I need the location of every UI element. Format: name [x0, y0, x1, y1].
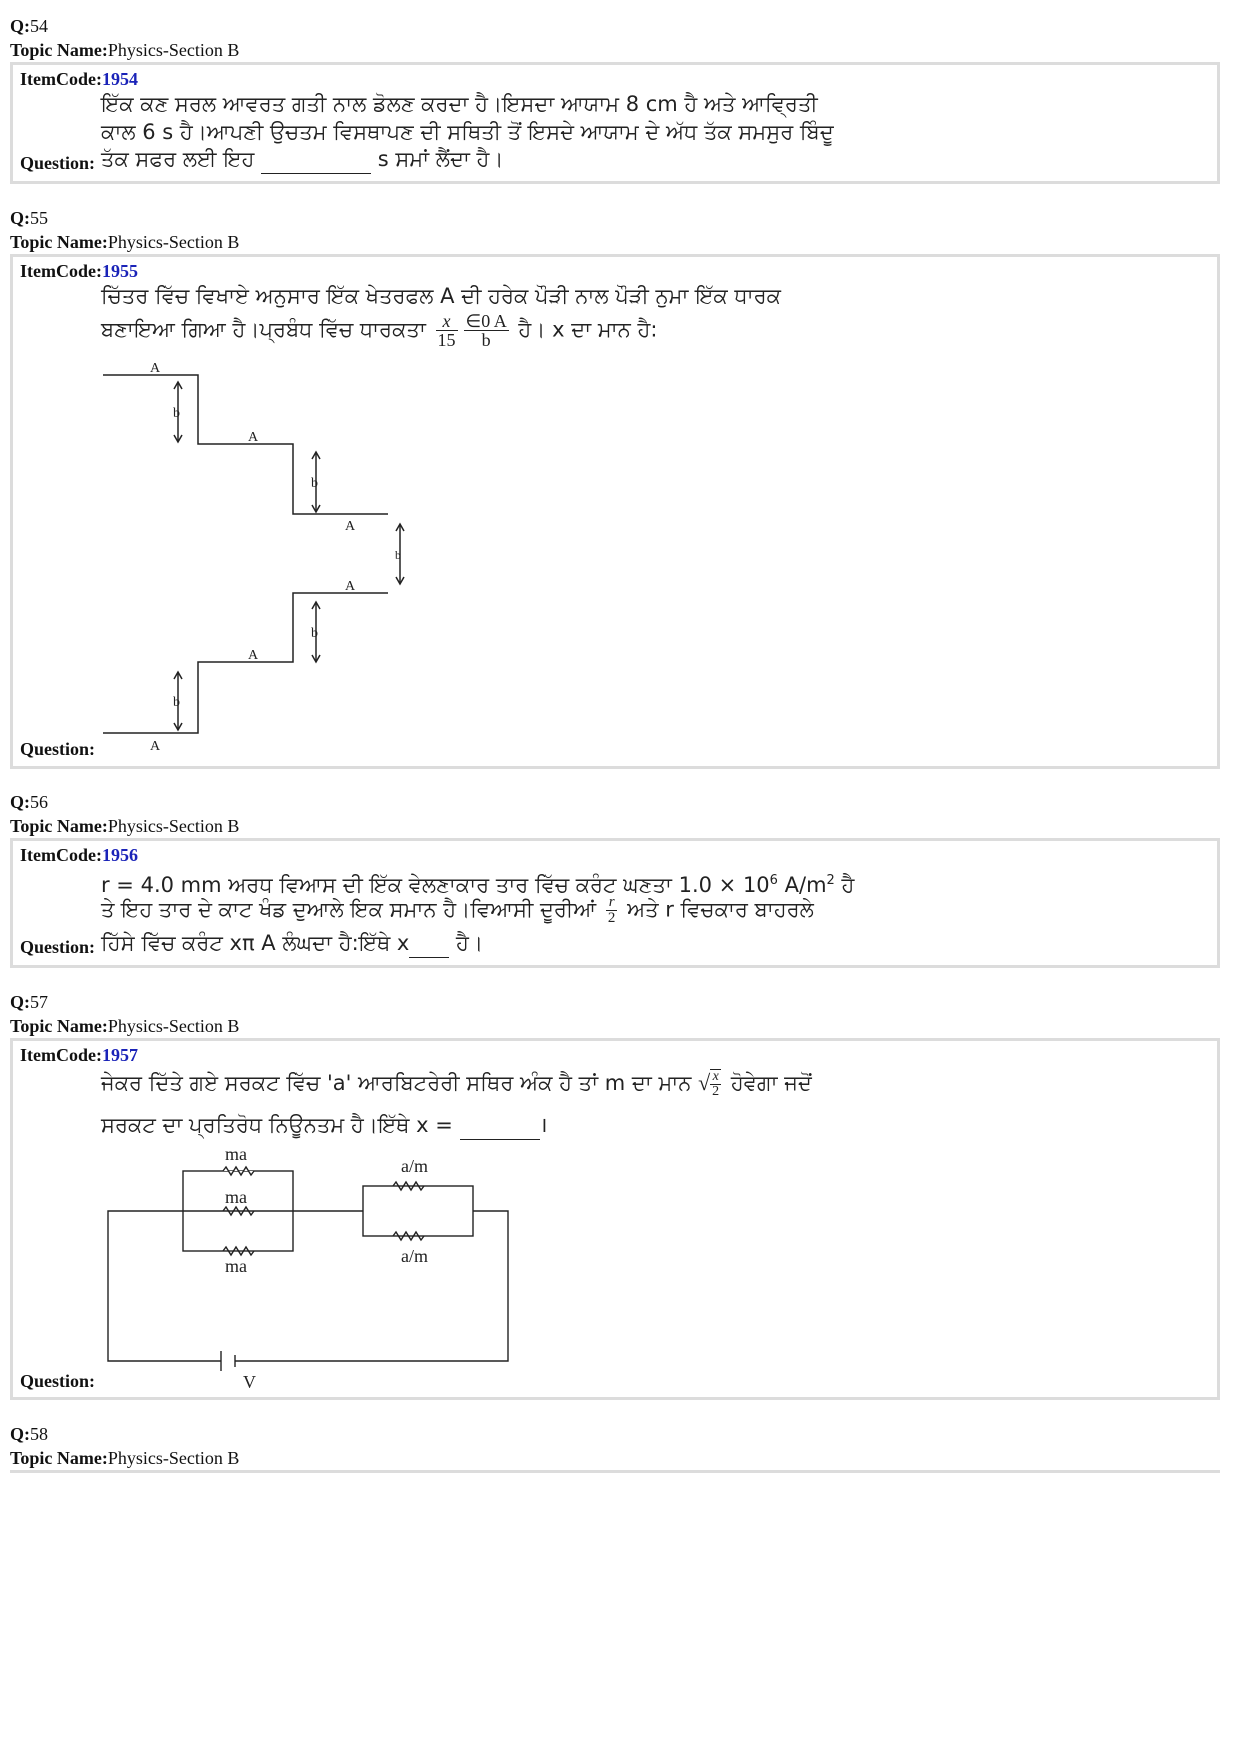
plate-label: A: [345, 519, 356, 534]
gap-label: b: [311, 626, 318, 641]
resistor-label: ma: [225, 1187, 247, 1207]
item-code: ItemCode:1955: [20, 261, 138, 281]
topic-58: Topic Name:Physics-Section B: [10, 1448, 240, 1468]
resistor-label: a/m: [401, 1156, 428, 1176]
question-card-56: [10, 838, 1220, 968]
fraction: $\frac{x}{2}$: [712, 1069, 720, 1099]
question-label: Question:: [20, 937, 96, 957]
question-text-line: ਬਣਾਇਆ ਗਿਆ ਹੈ।ਪ੍ਰਬੰਧ ਵਿੱਚ ਧਾਰਕਤਾ $\frac{x}{15}$ $\frac{\in 0 A}{b}$ ਹੈ। x ਦਾ ਮਾਨ ਹੈ:: [101, 311, 658, 350]
question-number-54: Q:54: [10, 16, 48, 36]
question-text-line: r = 4.0 mm ਅਰਧ ਵਿਆਸ ਦੀ ਇੱਕ ਵੇਲਣਾਕਾਰ ਤਾਰ ਵਿੱਚ ਕਰੰਟ ਘਣਤਾ $1.0 \times 10^6$ $A/m^2$ ਹੈ: [101, 873, 855, 897]
fraction: $\frac{r}{2}$: [607, 894, 616, 926]
plate-label: A: [248, 648, 259, 663]
sqrt-symbol: √: [698, 1070, 711, 1095]
question-label: Question:: [20, 153, 96, 173]
item-code: ItemCode:1956: [20, 845, 138, 865]
question-text-line: ਤੇ ਇਹ ਤਾਰ ਦੇ ਕਾਟ ਖੰਡ ਦੁਆਲੇ ਇਕ ਸਮਾਨ ਹੈ।ਵਿਆਸੀ ਦੂਰੀਆਂ $\frac{r}{2}$ ਅਤੇ r ਵਿਚਕਾਰ ਬਾਹਰਲੇ: [101, 894, 814, 926]
circuit-diagram: [103, 1146, 563, 1396]
question-number-55: Q:55: [10, 208, 48, 228]
topic-56: Topic Name:Physics-Section B: [10, 816, 240, 836]
resistor-label: ma: [225, 1144, 247, 1164]
gap-label: b: [395, 548, 401, 562]
gap-label: b: [173, 695, 180, 710]
plate-label: A: [248, 430, 259, 445]
item-code: ItemCode:1957: [20, 1045, 138, 1065]
gap-label: b: [311, 476, 318, 491]
question-card-57: [10, 1038, 1220, 1400]
topic-57: Topic Name:Physics-Section B: [10, 1016, 240, 1036]
fraction: $\frac{\in 0 A}{b}$: [465, 311, 507, 350]
staircase-capacitor-diagram: [98, 362, 498, 762]
question-number-58: Q:58: [10, 1424, 48, 1444]
plate-label: A: [150, 361, 161, 376]
question-text-line: ਤੱਕ ਸਫਰ ਲਈ ਇਹ s ਸਮਾਂ ਲੈਂਦਾ ਹੈ।: [101, 145, 504, 174]
topic-54: Topic Name:Physics-Section B: [10, 40, 240, 60]
question-card-55: [10, 254, 1220, 769]
resistor-label: a/m: [401, 1246, 428, 1266]
question-number-56: Q:56: [10, 792, 48, 812]
plate-label: A: [150, 739, 161, 754]
question-text-line: ਚਿੱਤਰ ਵਿੱਚ ਵਿਖਾਏ ਅਨੁਸਾਰ ਇੱਕ ਖੇਤਰਫਲ A ਦੀ ਹਰੇਕ ਪੌੜੀ ਨਾਲ ਪੌੜੀ ਨੁਮਾ ਇੱਕ ਧਾਰਕ: [101, 284, 781, 308]
answer-blank: [261, 145, 371, 174]
topic-55: Topic Name:Physics-Section B: [10, 232, 240, 252]
question-text-line: ਕਾਲ 6 s ਹੈ।ਆਪਣੀ ਉਚਤਮ ਵਿਸਥਾਪਣ ਦੀ ਸਥਿਤੀ ਤੋਂ ਇਸਦੇ ਆਯਾਮ ਦੇ ਅੱਧ ਤੱਕ ਸਮਸੁਰ ਬਿੰਦੂ: [101, 120, 834, 144]
question-label: Question:: [20, 1371, 96, 1391]
question-text-line: ਸਰਕਟ ਦਾ ਪ੍ਰਤਿਰੋਧ ਨਿਊਨਤਮ ਹੈ।ਇੱਥੇ x = ।: [101, 1111, 548, 1140]
question-text-line: ਇੱਕ ਕਣ ਸਰਲ ਆਵਰਤ ਗਤੀ ਨਾਲ ਡੋਲਣ ਕਰਦਾ ਹੈ।ਇਸਦਾ ਆਯਾਮ 8 cm ਹੈ ਅਤੇ ਆਵ੍ਰਿਤੀ: [101, 92, 818, 116]
gap-label: b: [173, 406, 180, 421]
resistor-label: ma: [225, 1256, 247, 1276]
question-card-54: [10, 62, 1220, 184]
fraction: $\frac{x}{15}$: [437, 311, 456, 350]
card-top-border: [10, 1470, 1220, 1473]
battery-label: V: [243, 1372, 256, 1392]
item-code: ItemCode:1954: [20, 69, 138, 89]
question-label: Question:: [20, 739, 96, 759]
answer-blank: [409, 929, 449, 958]
answer-blank: [460, 1111, 540, 1140]
question-number-57: Q:57: [10, 992, 48, 1012]
question-text-line: ਜੇਕਰ ਦਿੱਤੇ ਗਏ ਸਰਕਟ ਵਿੱਚ 'a' ਆਰਬਿਟਰੇਰੀ ਸਥਿਰ ਅੰਕ ਹੈ ਤਾਂ m ਦਾ ਮਾਨ √ $\frac{x}{2}$ ਹੋਵੇਗਾ ਜਦੋਂ: [101, 1069, 812, 1099]
plate-label: A: [345, 579, 356, 594]
question-text-line: ਹਿੱਸੇ ਵਿੱਚ ਕਰੰਟ xπ A ਲੰਘਦਾ ਹੈ:ਇੱਥੇ x ਹੈ।: [101, 929, 483, 958]
